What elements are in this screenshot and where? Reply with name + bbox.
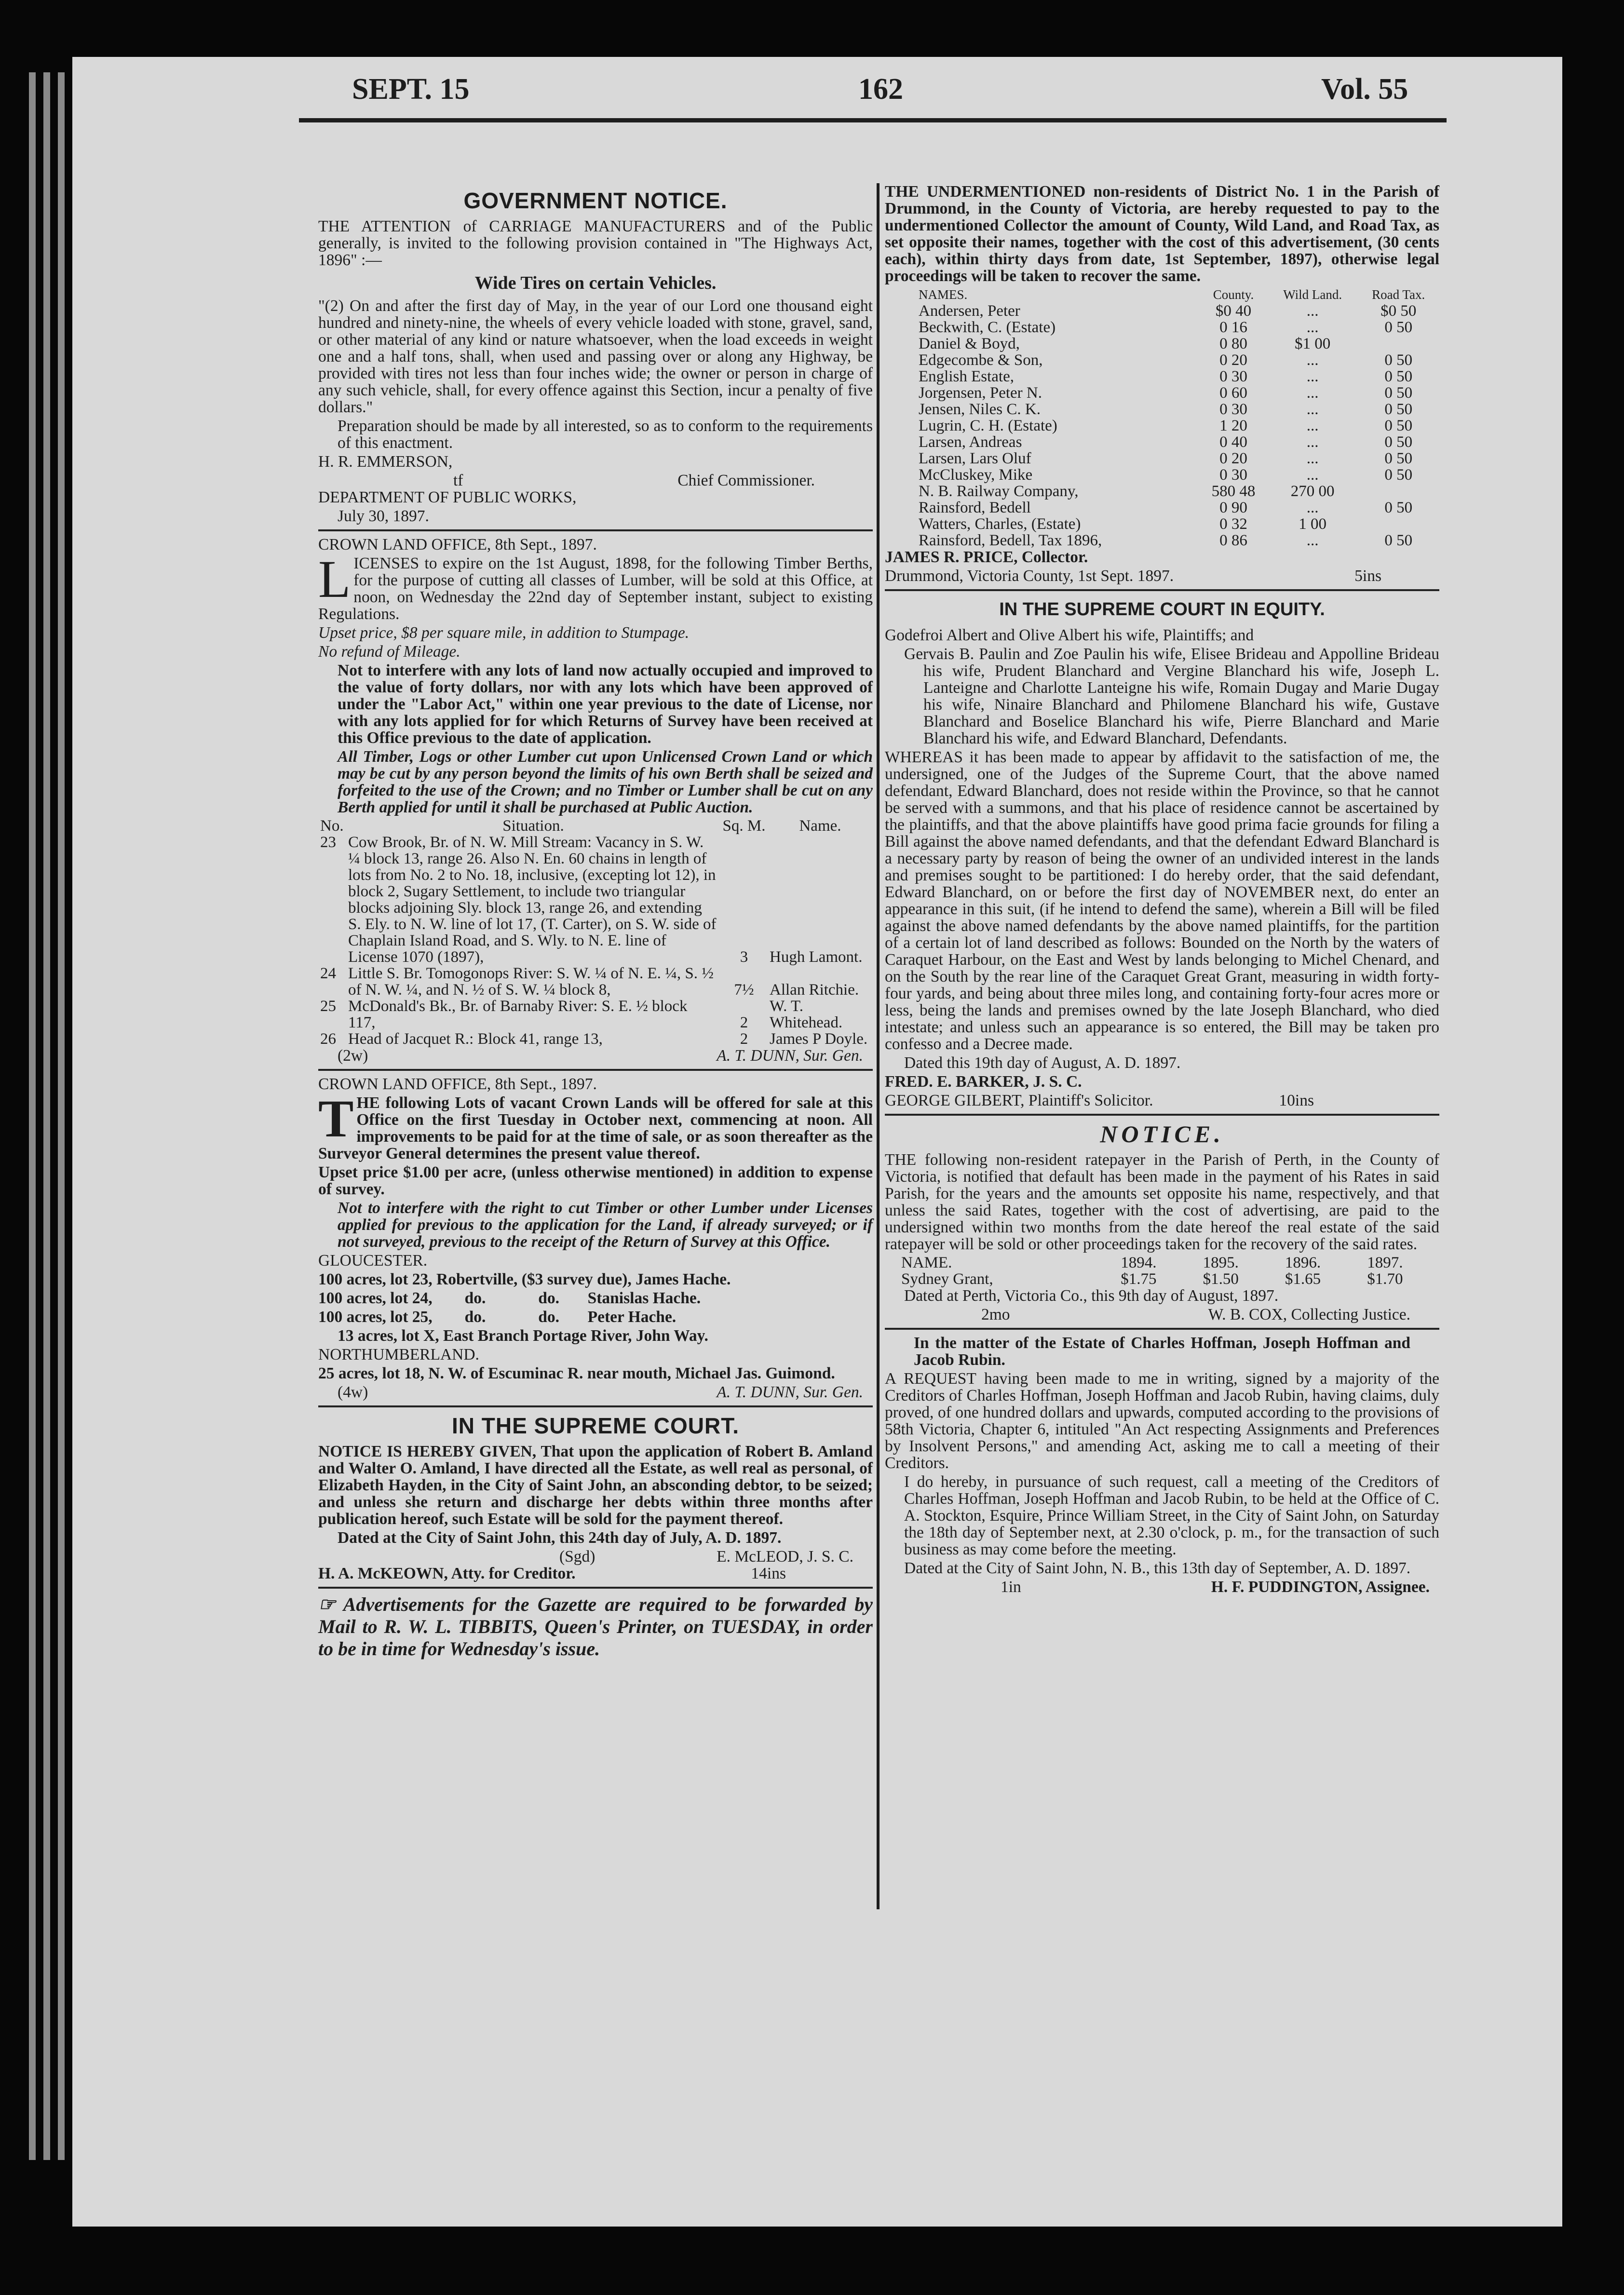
supreme-signer: E. McLEOD, J. S. C.: [717, 1548, 853, 1566]
crown2-code: (4w): [338, 1383, 368, 1401]
gov-notice-tf: tf: [453, 472, 463, 489]
column-header: 1897.: [1367, 1254, 1403, 1271]
table-row: [885, 467, 1439, 483]
cell-sqm: 7½: [734, 981, 754, 999]
cell-name: Watters, Charles, (Estate): [919, 515, 1081, 533]
cell-county: 0 86: [1219, 532, 1247, 549]
cell-situation: Little S. Br. Tomogonops River: S. W. ¼ of N. E. ¼, S. ½ of N. W. ¼, and N. ½ of S. W. ¼ block 8,: [348, 965, 714, 999]
gov-notice-signer: H. R. EMMERSON,: [318, 453, 453, 471]
page-edge: [29, 72, 36, 2160]
perth-signer: W. B. COX, Collecting Justice.: [1208, 1306, 1410, 1323]
column-header: Sq. M.: [722, 817, 766, 835]
crown2-county2: NORTHUMBERLAND.: [318, 1346, 479, 1364]
supreme-ins: 14ins: [751, 1565, 786, 1582]
cell-name: Lugrin, C. H. (Estate): [919, 417, 1057, 434]
cell-wild-land: ...: [1306, 466, 1319, 484]
crown1-table: [318, 818, 873, 1047]
page-number: 162: [858, 73, 903, 106]
cell-county: 0 30: [1219, 401, 1247, 418]
divider: [885, 589, 1439, 591]
lot-line: 100 acres, lot 24, do. do. Stanislas Hache.: [318, 1289, 701, 1307]
cell-name: Andersen, Peter: [919, 302, 1020, 320]
supreme-dated: Dated at the City of Saint John, this 24th day of July, A. D. 1897.: [338, 1529, 782, 1547]
table-row: [885, 516, 1439, 532]
table-row: [885, 303, 1439, 319]
gov-notice-signer-title: Chief Commissioner.: [677, 472, 815, 489]
supreme-body: NOTICE IS HEREBY GIVEN, That upon the application of Robert B. Amland and Walter O. Amland, I have directed all the Estate, as well real as personal, of Elizabeth Hayden, in the City of Saint John, an absconding debtor, to be seized; and unless she return and discharge her debts within three months after publication hereof, such Estate will be sold for the payment thereof.: [318, 1443, 873, 1528]
cell-sqm: 2: [740, 1014, 748, 1031]
cell-county: 0 30: [1219, 466, 1247, 484]
equity-body: WHEREAS it has been made to appear by affidavit to the satisfaction of me, the undersigned, one of the Judges of the Supreme Court, that the above named defendant, Edward Blanchard, does not reside within the Province, so that he cannot be served with a summons, and that his place of residence cannot be ascertained by the plaintiffs, and that the above plaintiffs have good prima facie grounds for filing a Bill against the above named defendants, and that the defendant Edward Blanchard is a necessary party by reason of being the owner of an undivided interest in the lands and premises sought to be partitioned: I do hereby order, that the said defendant, Edward Blanchard, on or before the first day of NOVEMBER next, do enter an appearance in this suit, (if he intend to defend the same), wherein a Bill will be filed against the above named defendants by the above named plaintiffs, for the partition of a certain lot of land described as follows: Bounded on the North by the waters of Caraquet Harbour, on the East and West by lands belonging to Michel Chenard, and on the South by the rear line of the Caraquet Great Grant, measuring in width forty-four yards, and being about three miles long, and containing forty-four acres more or less, being the lands and premises owned by the late Joseph Blanchard, who died intestate; and unless such an appearance is so entered, the Bill may be taken pro confesso and a Decree made.: [885, 748, 1439, 1053]
table-row: [885, 500, 1439, 516]
table-row: [318, 834, 873, 965]
gov-notice-subtitle: Wide Tires on certain Vehicles.: [474, 273, 717, 293]
cell-road-tax: 0 50: [1384, 351, 1413, 369]
cell-wild-land: ...: [1306, 532, 1319, 549]
cell-name: McCluskey, Mike: [919, 466, 1033, 484]
cell-road-tax: 0 50: [1384, 450, 1413, 467]
cell-name: W. T. Whitehead.: [770, 998, 843, 1031]
gov-notice-dept: DEPARTMENT OF PUBLIC WORKS,: [318, 488, 577, 506]
cell-county: 0 40: [1219, 433, 1247, 451]
cell-situation: McDonald's Bk., Br. of Barnaby River: S. E. ½ block 117,: [348, 998, 688, 1031]
cell-road-tax: 0 50: [1384, 532, 1413, 549]
header-date: SEPT. 15: [352, 73, 470, 106]
column-header: Name.: [799, 817, 841, 835]
table-row: [885, 434, 1439, 450]
crown1-interfere: Not to interfere with any lots of land now actually occupied and improved to the value of forty dollars, nor with any lots which have been approved of under the "Labor Act," within one year previous to the date of License, nor with any lots applied for for which Returns of Survey have been received at this Office previous to the date of application.: [338, 662, 873, 747]
divider: [318, 1587, 873, 1589]
cell-wild-land: ...: [1306, 368, 1319, 385]
table-row: [885, 401, 1439, 418]
cell-wild-land: ...: [1306, 499, 1319, 516]
cell-1894: $1.75: [1121, 1270, 1157, 1288]
table-row: [899, 1271, 1426, 1287]
cell-county: 0 32: [1219, 515, 1247, 533]
cell-wild-land: ...: [1306, 384, 1319, 402]
crown2-body: HE following Lots of vacant Crown Lands will be offered for sale at this Office on the first Tuesday in October next, commencing at noon. All improvements to be paid for at the time of sale, or as soon thereafter as the Surveyor General determines the present value thereof.: [318, 1094, 873, 1162]
column-header: Situation.: [502, 817, 564, 835]
perth-code: 2mo: [981, 1306, 1010, 1323]
cell-situation: Cow Brook, Br. of N. W. Mill Stream: Vacancy in S. W. ¼ block 13, range 26. Also N. En. 60 chains in length of lots from No. 2 to No. 18, inclusive, (excepting lot 12), in block 2, Sugary Settlement, to include two triangular blocks adjoining Sly. block 13, range 26, and extending S. Ely. to N. W. line of lot 17, (T. Carter), on S. W. side of Chaplain Island Road, and S. Wly. to N. E. line of License 1070 (1897),: [348, 834, 717, 966]
cell-no: 25: [320, 998, 336, 1015]
cell-county: 0 90: [1219, 499, 1247, 516]
crown2-county1: GLOUCESTER.: [318, 1252, 428, 1269]
cell-wild-land: ...: [1306, 351, 1319, 369]
perth-title: NOTICE.: [1100, 1120, 1224, 1148]
lot-line: 13 acres, lot X, East Branch Portage River, John Way.: [338, 1327, 708, 1345]
divider: [318, 529, 873, 531]
cell-wild-land: ...: [1306, 401, 1319, 418]
cell-1896: $1.65: [1285, 1270, 1321, 1288]
cell-road-tax: 0 50: [1384, 499, 1413, 516]
table-row: [885, 352, 1439, 368]
perth-table: [899, 1255, 1426, 1287]
crown1-timber: All Timber, Logs or other Lumber cut upon Unlicensed Crown Land or which may be cut by any person beyond the limits of his own Berth shall be seized and forfeited to the use of the Crown; and no Timber or Lumber shall be cut on any Berth applied for until it shall be purchased at Public Auction.: [338, 748, 873, 816]
column-header: County.: [1213, 287, 1254, 302]
cell-wild-land: ...: [1306, 417, 1319, 434]
drummond-table: [885, 286, 1439, 549]
cell-county: 1 20: [1219, 417, 1247, 434]
left-column: [318, 183, 873, 1662]
equity-dated: Dated this 19th day of August, A. D. 1897.: [904, 1054, 1181, 1072]
cell-name: Jorgensen, Peter N.: [919, 384, 1042, 402]
hoffman-dated: Dated at the City of Saint John, N. B., this 13th day of September, A. D. 1897.: [904, 1559, 1411, 1577]
cell-county: 0 20: [1219, 351, 1247, 369]
cell-wild-land: ...: [1306, 302, 1319, 320]
cell-name: English Estate,: [919, 368, 1014, 385]
table-row: [885, 319, 1439, 336]
table-row: [885, 385, 1439, 401]
gov-notice-intro: THE ATTENTION of CARRIAGE MANUFACTURERS and of the Public generally, is invited to the following provision contained in "The Highways Act, 1896" :—: [318, 217, 873, 269]
column-header: 1894.: [1121, 1254, 1157, 1271]
cell-road-tax: $0 50: [1380, 302, 1417, 320]
perth-body: THE following non-resident ratepayer in the Parish of Perth, in the County of Victoria, is notified that default has been made in the payment of his Rates in said Parish, for the years and the amounts set opposite his name, respectively, and that unless the said Rates, together with the cost of advertising, are paid to the undersigned within two months from the date hereof the real estate of the said ratepayer will be sold or other proceedings taken for the recovery of the said rates.: [885, 1151, 1439, 1253]
cell-name: Rainsford, Bedell: [919, 499, 1031, 516]
cell-county: 0 20: [1219, 450, 1247, 467]
right-column: [885, 183, 1439, 1595]
hoffman-title: In the matter of the Estate of Charles Hoffman, Joseph Hoffman and Jacob Rubin.: [914, 1334, 1410, 1369]
table-row: [318, 1031, 873, 1047]
crown2-note: Not to interfere with the right to cut Timber or other Lumber under Licenses applied for previous to the application for the Land, if already surveyed; or if not surveyed, previous to the receipt of the Return of Survey at this Office.: [338, 1199, 873, 1251]
divider: [885, 1114, 1439, 1116]
gov-notice-date: July 30, 1897.: [338, 507, 429, 525]
cell-1897: $1.70: [1367, 1270, 1403, 1288]
perth-dated: Dated at Perth, Victoria Co., this 9th day of August, 1897.: [904, 1287, 1279, 1305]
cell-road-tax: 0 50: [1384, 368, 1413, 385]
cell-county: 580 48: [1211, 483, 1256, 500]
cell-sqm: 2: [740, 1030, 748, 1048]
cell-no: 26: [320, 1030, 336, 1048]
column-rule: [877, 183, 880, 1909]
equity-ins: 10ins: [1279, 1092, 1314, 1109]
page-edge: [58, 72, 65, 2160]
divider: [318, 1405, 873, 1407]
lot-line: 100 acres, lot 25, do. do. Peter Hache.: [318, 1308, 677, 1326]
supreme-sgd: (Sgd): [559, 1548, 595, 1566]
crown1-mileage: No refund of Mileage.: [318, 643, 460, 661]
equity-signer: FRED. E. BARKER, J. S. C.: [885, 1073, 1082, 1091]
cell-name: Hugh Lamont.: [770, 948, 863, 966]
cell-road-tax: 0 50: [1384, 466, 1413, 484]
hoffman-body2: I do hereby, in pursuance of such request, call a meeting of the Creditors of Charles Hoffman, Joseph Hoffman and Jacob Rubin, to be held at the Office of C. A. Stockton, Esquire, Prince William Street, in the City of Saint John, on Saturday the 18th day of September next, at 2.30 o'clock, p. m., for the transaction of such business as may come before the meeting.: [904, 1473, 1439, 1558]
gov-notice-provision: "(2) On and after the first day of May, in the year of our Lord one thousand eight hundred and ninety-nine, the wheels of every vehicle loaded with stone, gravel, sand, or other material of any kind or nature whatsoever, when the load exceeds in weight one and a half tons, shall, when used and passing over or along any Highway, be provided with tires not less than four inches wide; the owner or person in charge of any such vehicle, shall, for every offence against this Section, incur a penalty of five dollars.": [318, 297, 873, 416]
cell-road-tax: 0 50: [1384, 433, 1413, 451]
column-header: Road Tax.: [1372, 287, 1425, 302]
cell-road-tax: 0 50: [1384, 319, 1413, 336]
supreme-title: IN THE SUPREME COURT.: [451, 1413, 740, 1438]
column-header: 1895.: [1203, 1254, 1239, 1271]
lot-line: 100 acres, lot 23, Robertville, ($3 survey due), James Hache.: [318, 1270, 731, 1288]
column-header: Wild Land.: [1283, 287, 1342, 302]
divider: [318, 1069, 873, 1071]
equity-title: IN THE SUPREME COURT IN EQUITY.: [999, 599, 1325, 620]
cell-road-tax: 0 50: [1384, 384, 1413, 402]
cell-county: 0 60: [1219, 384, 1247, 402]
cell-no: 23: [320, 834, 336, 851]
table-row: [318, 998, 873, 1031]
cell-county: $0 40: [1215, 302, 1252, 320]
cell-sqm: 3: [740, 948, 748, 966]
cell-road-tax: 0 50: [1384, 401, 1413, 418]
cell-name: Sydney Grant,: [901, 1270, 993, 1288]
table-row: [885, 336, 1439, 352]
supreme-atty: H. A. McKEOWN, Atty. for Creditor.: [318, 1565, 576, 1582]
cell-wild-land: 1 00: [1299, 515, 1327, 533]
header-rule: [299, 118, 1447, 122]
column-header: No.: [320, 817, 344, 835]
hoffman-code: 1in: [1001, 1578, 1021, 1596]
cell-wild-land: ...: [1306, 319, 1319, 336]
cell-road-tax: [1357, 336, 1439, 352]
table-row: [885, 483, 1439, 500]
cell-wild-land: ...: [1306, 450, 1319, 467]
table-row: [885, 368, 1439, 385]
column-header: 1896.: [1285, 1254, 1321, 1271]
cell-no: 24: [320, 965, 336, 982]
cell-road-tax: [1357, 516, 1439, 532]
cell-road-tax: [1357, 483, 1439, 500]
table-row: [885, 450, 1439, 467]
equity-defendants: Gervais B. Paulin and Zoe Paulin his wife, Elisee Brideau and Appolline Brideau his wife, Prudent Blanchard and Vergine Blanchard his wife, Joseph L. Lanteigne and Charlotte Lanteigne his wife, Romain Dugay and Marie Dugay his wife, Ninaire Blanchard and Philomene Blanchard his wife, Gustave Blanchard and Boselice Blanchard his wife, Pierre Blanchard and Marie Blanchard his wife, and Edward Blanchard, Defendants.: [904, 645, 1439, 747]
pointing-hand-icon: ☞: [318, 1593, 343, 1615]
cell-name: Edgecombe & Son,: [919, 351, 1043, 369]
lot-line: 25 acres, lot 18, N. W. of Escuminac R. near mouth, Michael Jas. Guimond.: [318, 1364, 835, 1382]
table-row: [885, 532, 1439, 549]
cell-wild-land: ...: [1306, 433, 1319, 451]
cell-name: Beckwith, C. (Estate): [919, 319, 1056, 336]
crown2-signer: A. T. DUNN, Sur. Gen.: [717, 1383, 863, 1401]
crown1-dateline: CROWN LAND OFFICE, 8th Sept., 1897.: [318, 536, 597, 554]
crown1-code: (2w): [338, 1047, 368, 1065]
table-row: [885, 418, 1439, 434]
page-edge: [43, 72, 50, 2160]
cell-county: 0 16: [1219, 319, 1247, 336]
equity-solicitor: GEORGE GILBERT, Plaintiff's Solicitor.: [885, 1092, 1153, 1109]
crown2-drop-cap: T: [318, 1089, 354, 1148]
cell-name: N. B. Railway Company,: [919, 483, 1079, 500]
cell-name: Jensen, Niles C. K.: [919, 401, 1041, 418]
cell-name: Rainsford, Bedell, Tax 1896,: [919, 532, 1102, 549]
crown1-body: ICENSES to expire on the 1st August, 1898, for the following Timber Berths, for the purpose of cutting all classes of Lumber, will be sold at this Office, at noon, on Wednesday the 22nd day of September instant, subject to existing Regulations.: [318, 554, 873, 623]
volume: Vol. 55: [1321, 73, 1408, 106]
equity-plaintiffs: Godefroi Albert and Olive Albert his wife, Plaintiffs; and: [885, 626, 1254, 644]
hoffman-body1: A REQUEST having been made to me in writing, signed by a majority of the Creditors of Charles Hoffman, Joseph Hoffman and Jacob Rubin, having claims, duly proved, of one hundred dollars and upwards, computed according to the provisions of 58th Victoria, Chapter 6, intituled "An Act respecting Assignments and Preferences by Insolvent Persons," and amending Act, asking me to call a meeting of their Creditors.: [885, 1370, 1439, 1472]
cell-county: 0 30: [1219, 368, 1247, 385]
cell-road-tax: 0 50: [1384, 417, 1413, 434]
cell-county: 0 80: [1219, 335, 1247, 352]
advert-notice: Advertisements for the Gazette are required to be forwarded by Mail to R. W. L. TIBBITS, Queen's Printer, on TUESDAY, in order to be in time for Wednesday's issue.: [318, 1593, 873, 1660]
cell-name: Allan Ritchie.: [770, 981, 859, 999]
drummond-signer: JAMES R. PRICE, Collector.: [885, 548, 1088, 566]
gov-notice-prep: Preparation should be made by all interested, so as to conform to the requirements of this enactment.: [338, 417, 873, 452]
crown1-upset: Upset price, $8 per square mile, in addition to Stumpage.: [318, 624, 690, 642]
cell-1895: $1.50: [1203, 1270, 1239, 1288]
cell-name: Larsen, Lars Oluf: [919, 450, 1031, 467]
gov-notice-title: GOVERNMENT NOTICE.: [463, 188, 728, 213]
divider: [885, 1328, 1439, 1330]
column-header: NAME.: [901, 1254, 952, 1271]
crown1-drop-cap: L: [318, 550, 351, 608]
drummond-dateline: Drummond, Victoria County, 1st Sept. 1897.: [885, 567, 1174, 585]
cell-name: Daniel & Boyd,: [919, 335, 1020, 352]
crown1-signer: A. T. DUNN, Sur. Gen.: [717, 1047, 863, 1065]
crown2-dateline: CROWN LAND OFFICE, 8th Sept., 1897.: [318, 1075, 597, 1093]
cell-wild-land: $1 00: [1295, 335, 1331, 352]
column-header: NAMES.: [919, 287, 968, 302]
cell-name: Larsen, Andreas: [919, 433, 1022, 451]
cell-name: James P Doyle.: [770, 1030, 868, 1048]
drummond-body: THE UNDERMENTIONED non-residents of District No. 1 in the Parish of Drummond, in the County of Victoria, are hereby requested to pay to the undermentioned Collector the amount of County, Wild Land, and Road Tax, as set opposite their names, together with the cost of this advertisement, (30 cents each), within thirty days from date, 1st September, 1897), otherwise legal proceedings will be taken to recover the same.: [885, 183, 1439, 285]
hoffman-signer: H. F. PUDDINGTON, Assignee.: [1211, 1578, 1430, 1596]
cell-wild-land: 270 00: [1290, 483, 1335, 500]
drummond-ins: 5ins: [1354, 567, 1381, 585]
crown2-upset: Upset price $1.00 per acre, (unless otherwise mentioned) in addition to expense of survey.: [318, 1163, 873, 1198]
cell-situation: Head of Jacquet R.: Block 41, range 13,: [348, 1030, 603, 1048]
table-row: [318, 965, 873, 998]
